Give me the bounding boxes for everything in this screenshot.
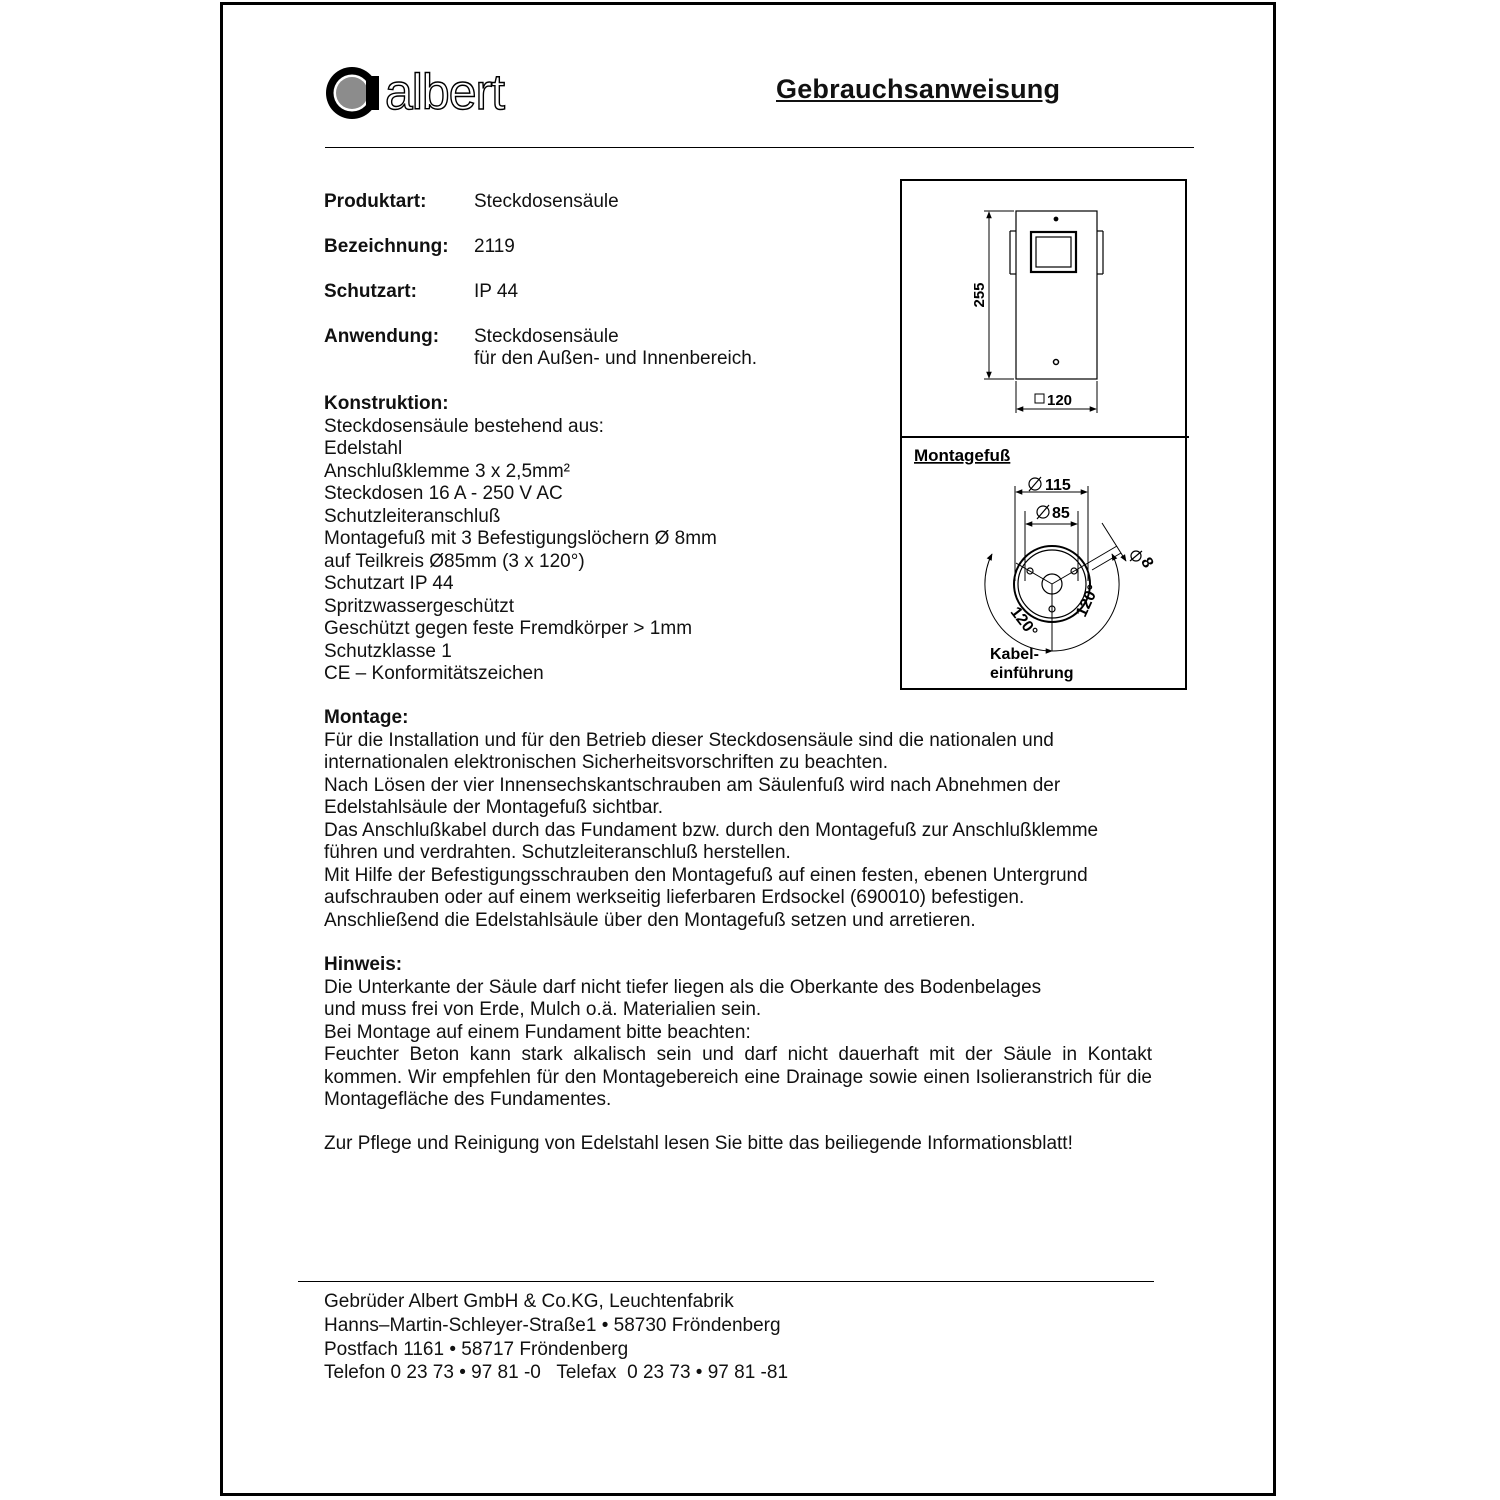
albert-logo (325, 66, 565, 120)
spec-label-bezeichnung: Bezeichnung: (324, 236, 449, 257)
footer-line: Postfach 1161 • 58717 Fröndenberg (324, 1338, 629, 1360)
cable-entry-label-2: einführung (990, 665, 1074, 682)
konstruktion-line: Anschlußklemme 3 x 2,5mm² (324, 460, 571, 482)
spec-value-produktart: Steckdosensäule (474, 191, 619, 212)
spec-value-bezeichnung: 2119 (474, 236, 515, 257)
montage-line: Für die Installation und für den Betrieb dieser Steckdosensäule sind die nationalen und (324, 729, 1054, 751)
width-label: 120 (1047, 392, 1073, 409)
spec-label-anwendung: Anwendung: (324, 326, 440, 347)
height-label: 255 (971, 282, 988, 308)
konstruktion-line: Edelstahl (324, 438, 403, 459)
angle-label-left: 120° (1006, 603, 1041, 641)
cable-entry-label-1: Kabel- (990, 646, 1039, 663)
hinweis-line: Bei Montage auf einem Fundament bitte beachten: (324, 1021, 751, 1043)
angle-label-right: 120° (1073, 582, 1103, 620)
montage-line: Anschließend die Edelstahlsäule über den Montagefuß setzen und arretieren. (324, 909, 976, 931)
montage-line: Mit Hilfe der Befestigungsschrauben den Montagefuß auf einen festen, ebenen Untergrund (324, 864, 1088, 886)
hinweis-line: Die Unterkante der Säule darf nicht tiefer liegen als die Oberkante des Bodenbelages (324, 976, 1042, 998)
konstruktion-line: CE – Konformitätszeichen (324, 663, 544, 684)
konstruktion-line: Schutzklasse 1 (324, 640, 452, 662)
document-title: Gebrauchsanweisung (776, 74, 1061, 104)
konstruktion-section (324, 393, 717, 686)
konstruktion-line: Steckdosen 16 A - 250 V AC (324, 483, 563, 504)
konstruktion-line: Schutzleiteranschluß (324, 505, 501, 527)
konstruktion-heading: Konstruktion: (324, 393, 449, 414)
header-rule (325, 147, 1194, 148)
konstruktion-line: Spritzwassergeschützt (324, 595, 515, 617)
inner-diameter-label: 85 (1052, 505, 1070, 522)
montage-line: Edelstahlsäule der Montagefuß sichtbar. (324, 797, 664, 818)
outer-diameter-label: 115 (1045, 477, 1071, 494)
konstruktion-line: Schutzart IP 44 (324, 573, 454, 594)
brand-wordmark: albert (385, 66, 505, 120)
montage-line: internationalen elektronischen Sicherheitsvorschriften zu beachten. (324, 752, 888, 773)
spec-value-anwendung-2: für den Außen- und Innenbereich. (474, 348, 758, 369)
hinweis-paragraph: Feuchter Beton kann stark alkalisch sein und darf nicht dauerhaft mit der Säule in Kontakt kommen. Wir empfehlen für den Montagebereich eine Drainage sowie einen Isolieranstrich für die Montagefläche des Fundamentes. (324, 1044, 1152, 1110)
hinweis-section (324, 954, 1152, 1112)
konstruktion-line: Steckdosensäule bestehend aus: (324, 415, 604, 437)
konstruktion-line: Geschützt gegen feste Fremdkörper > 1mm (324, 618, 693, 639)
montagefuss-title: Montagefuß (914, 446, 1011, 465)
montage-line: Das Anschlußkabel durch das Fundament bzw. durch den Montagefuß zur Anschlußklemme (324, 819, 1099, 841)
hinweis-line: und muss frei von Erde, Mulch o.ä. Materialien sein. (324, 999, 762, 1020)
footer-line: Gebrüder Albert GmbH & Co.KG, Leuchtenfabrik (324, 1291, 734, 1312)
square-symbol (1035, 394, 1044, 403)
konstruktion-line: auf Teilkreis Ø85mm (3 x 120°) (324, 550, 585, 572)
footer-line: Hanns–Martin-Schleyer-Straße1 • 58730 Fröndenberg (324, 1314, 781, 1336)
montage-line: aufschrauben oder auf einem werkseitig lieferbaren Erdsockel (690010) befestigen. (324, 887, 1025, 908)
spec-value-schutzart: IP 44 (474, 281, 519, 302)
footer-rule (298, 1281, 1154, 1282)
footer-address (324, 1290, 788, 1385)
care-note: Zur Pflege und Reinigung von Edelstahl lesen Sie bitte das beiliegende Informationsblatt! (324, 1133, 1073, 1154)
montage-line: führen und verdrahten. Schutzleiteranschluß herstellen. (324, 842, 791, 863)
montage-line: Nach Lösen der vier Innensechskantschrauben am Säulenfuß wird nach Abnehmen der (324, 774, 1061, 796)
hinweis-heading: Hinweis: (324, 954, 403, 975)
footer-line: Telefon 0 23 73 • 97 81 -0 Telefax 0 23 73 • 97 81 -81 (324, 1362, 789, 1384)
column-side-view (1010, 211, 1103, 379)
spec-label-produktart: Produktart: (324, 191, 427, 212)
hole-diameter-label: 8 (1137, 554, 1157, 572)
technical-drawing (900, 179, 1187, 690)
montage-section (324, 707, 1098, 932)
konstruktion-line: Montagefuß mit 3 Befestigungslöchern Ø 8mm (324, 528, 717, 549)
spec-value-anwendung: Steckdosensäule (474, 326, 619, 347)
spec-label-schutzart: Schutzart: (324, 281, 417, 302)
montage-heading: Montage: (324, 707, 409, 728)
